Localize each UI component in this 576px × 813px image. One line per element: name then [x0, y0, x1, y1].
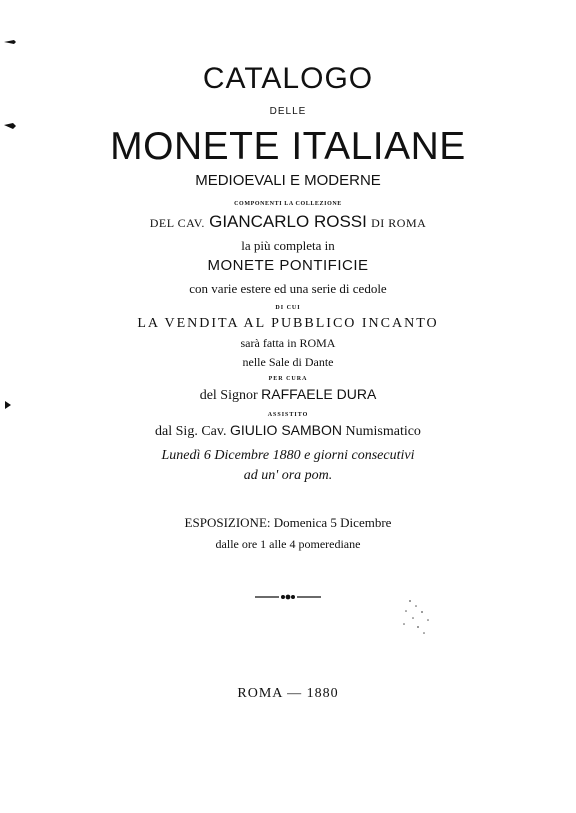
completa-line: la più completa in — [241, 238, 335, 253]
per-cura-label: PER CURA — [268, 376, 308, 382]
collector-suffix: DI ROMA — [371, 216, 427, 230]
subtitle: MEDIOEVALI E MODERNE — [195, 172, 381, 189]
pontificie-line: MONETE PONTIFICIE — [207, 257, 369, 274]
collector-name: GIANCARLO ROSSI — [209, 212, 367, 231]
ornament-rule-icon — [253, 592, 323, 602]
date-line: Lunedì 6 Dicembre 1880 e giorni consecutivi — [161, 448, 415, 463]
componenti-label: COMPONENTI LA COLLEZIONE — [234, 201, 342, 207]
title-delle: DELLE — [269, 106, 307, 117]
collector-prefix: DEL CAV. — [149, 216, 205, 230]
main-title: MONETE ITALIANE — [110, 125, 466, 168]
margin-mark-icon — [4, 401, 16, 409]
esposizione-label: ESPOSIZIONE: — [184, 515, 271, 530]
sambon-name: GIULIO SAMBON — [229, 422, 342, 438]
sambon-prefix: dal Sig. Cav. — [155, 424, 227, 439]
sambon-line — [0, 423, 576, 439]
sale-line: nelle Sale di Dante — [242, 355, 334, 369]
estere-line: con varie estere ed una serie di cedole — [189, 281, 387, 296]
catalogue-title: CATALOGO — [202, 62, 374, 95]
dura-prefix: del Signor — [199, 388, 258, 403]
collector-line — [0, 213, 576, 230]
footer-imprint: ROMA — 1880 — [237, 686, 339, 701]
di-cui-label: DI CUI — [275, 305, 301, 311]
dura-line — [0, 387, 576, 403]
vendita-line: LA VENDITA AL PUBBLICO INCANTO — [137, 316, 439, 331]
pom-line: ad un' ora pom. — [243, 468, 333, 483]
margin-mark-icon — [4, 38, 16, 46]
sara-line: sarà fatta in ROMA — [240, 336, 336, 350]
assistito-label: ASSISTITO — [267, 412, 309, 418]
paper-specks-icon — [396, 598, 436, 638]
sambon-suffix: Numismatico — [345, 424, 421, 439]
esposizione-text: Domenica 5 Dicembre — [273, 515, 392, 530]
margin-mark-icon — [4, 122, 16, 130]
ore-line: dalle ore 1 alle 4 pomerediane — [215, 537, 361, 551]
dura-name: RAFFAELE DURA — [261, 386, 377, 402]
esposizione-line — [0, 516, 576, 529]
